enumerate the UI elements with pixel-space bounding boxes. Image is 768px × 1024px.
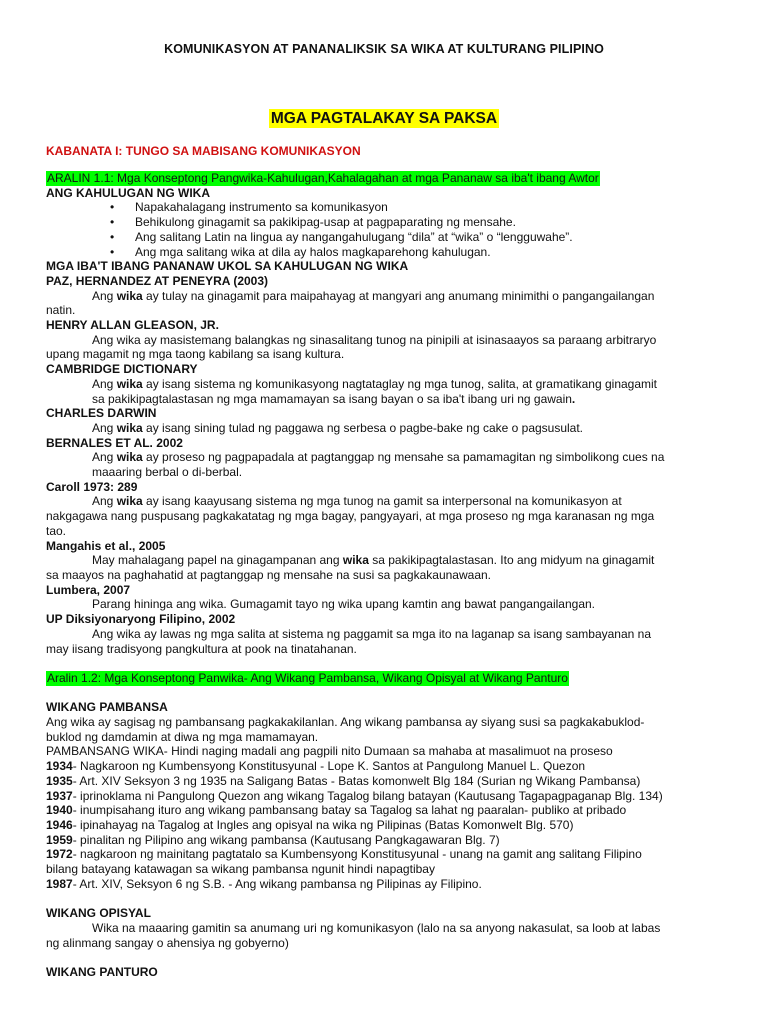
definition-text: Ang wika ay lawas ng mga salita at sistema ng paggamit sa mga ito na laganap sa isang sambayanan na xyxy=(92,626,651,641)
timeline-item: 1987- Art. XIV, Seksyon 6 ng S.B. - Ang wikang pambansa ng Pilipinas ay Filipino. xyxy=(46,876,482,891)
author-cambridge: CAMBRIDGE DICTIONARY xyxy=(46,362,198,377)
definition-text: May mahalagang papel na ginagampanan ang wika sa pakikipagtalastasan. Ito ang midyum na ginagamit xyxy=(92,553,655,568)
author-gleason: HENRY ALLAN GLEASON, JR. xyxy=(46,318,219,333)
definition-cont: sa maayos na paghahatid at pagtanggap ng mensahe na susi sa pagkakaunawaan. xyxy=(46,567,491,582)
pambansa-heading: WIKANG PAMBANSA xyxy=(46,700,168,715)
definition-cont: may iisang tradisyong pangkultura at pook na tinatahanan. xyxy=(46,641,357,656)
timeline-item: 1937- iprinoklama ni Pangulong Quezon ang wikang Tagalog bilang batayan (Kautusang Tagapagpaganap Blg. 134) xyxy=(46,788,663,803)
definition-cont: upang magamit ng mga taong kabilang sa isang kultura. xyxy=(46,347,345,362)
document-body xyxy=(46,171,726,980)
timeline-item: 1934- Nagkaroon ng Kumbensyong Konstitusyunal - Lope K. Santos at Pangulong Manuel L. Quezon xyxy=(46,759,586,774)
paragraph-text: ng alinmang sangay o ahensiya ng gobyerno) xyxy=(46,935,289,950)
paragraph-text: Ang wika ay sagisag ng pambansang pagkakakilanlan. Ang wikang pambansa ay siyang susi sa pagkakabuklod- xyxy=(46,714,645,729)
definition-text: Ang wika ay proseso ng pagpapadala at pagtanggap ng mensahe sa pamamagitan ng simbolikong cues na xyxy=(92,450,665,465)
section-title-highlight: MGA PAGTALAKAY SA PAKSA xyxy=(270,110,498,127)
timeline-cont: bilang batayang katawagan sa wikang pambansa ngunit hindi napagtibay xyxy=(46,862,435,877)
author-bernales: BERNALES ET AL. 2002 xyxy=(46,435,183,450)
author-lumbera: Lumbera, 2007 xyxy=(46,582,131,597)
definition-text: Ang wika ay isang kaayusang sistema ng mga tunog na gamit sa interpersonal na komunikasyon at xyxy=(92,494,622,509)
pananaw-heading: MGA IBA'T IBANG PANANAW UKOL SA KAHULUGAN NG WIKA xyxy=(46,259,409,274)
timeline-item: 1946- ipinahayag na Tagalog at Ingles ang opisyal na wika ng Pilipinas (Batas Komonwelt Blg. 570) xyxy=(46,817,574,832)
definition-cont: natin. xyxy=(46,303,76,318)
timeline-item: 1959- pinalitan ng Pilipino ang wikang pambansa (Kautusang Pangkagawaran Blg. 7) xyxy=(46,832,500,847)
chapter-heading: KABANATA I: TUNGO SA MABISANG KOMUNIKASYON xyxy=(46,144,361,158)
list-item: • Ang salitang Latin na lingua ay nangangahulugang “dila” at “wika” o “lengguwahe”. xyxy=(110,230,726,245)
definition-text: Ang wika ay masistemang balangkas ng sinasalitang tunog na pinipili at isinasaayos sa paraang arbitraryo xyxy=(92,332,657,347)
author-up-diksiyonaryo: UP Diksiyonaryong Filipino, 2002 xyxy=(46,612,236,627)
section-title xyxy=(0,110,768,128)
list-item: • Ang mga salitang wika at dila ay halos magkaparehong kahulugan. xyxy=(110,245,726,260)
definition-text: Ang wika ay isang sistema ng komunikasyong nagtataglay ng mga tunog, salita, at gramatikang ginagamit xyxy=(92,376,658,391)
definition-cont: sa pakikipagtalastasan ng mga mamamayan sa isang bayan o sa iba't ibang uri ng gawain. xyxy=(92,391,576,406)
document-title: KOMUNIKASYON AT PANANALIKSIK SA WIKA AT KULTURANG PILIPINO xyxy=(164,42,604,56)
timeline-item: 1972- nagkaroon ng mainitang pagtatalo sa Kumbensyong Konstitusyunal - unang na gamit ang salitang Filipino xyxy=(46,847,642,862)
definition-cont: maaaring berbal o di-berbal. xyxy=(92,465,243,480)
aralin-1-1-title: ARALIN 1.1: Mga Konseptong Pangwika-Kahulugan,Kahalagahan at mga Pananaw sa iba't ibang Awtor xyxy=(47,171,599,185)
author-caroll: Caroll 1973: 289 xyxy=(46,479,138,494)
author-mangahis: Mangahis et al., 2005 xyxy=(46,538,166,553)
kahulugan-heading: ANG KAHULUGAN NG WIKA xyxy=(46,185,210,200)
timeline-item: 1935- Art. XIV Seksyon 3 ng 1935 na Saligang Batas - Batas komonwelt Blg 184 (Surian ng Wikang Pambansa) xyxy=(46,773,641,788)
definition-text: Ang wika ay isang sining tulad ng paggawa ng serbesa o pagbe-bake ng cake o pagsusulat. xyxy=(92,420,584,435)
definition-cont: nakgagawa nang puspusang pagkakatatag ng mga bagay, pangyayari, at mga proseso ng mga karanasan ng mga xyxy=(46,509,655,524)
paragraph-text: Wika na maaaring gamitin sa anumang uri ng komunikasyon (lalo na sa anyong nakasulat, sa loob at labas xyxy=(92,920,661,935)
timeline-item: 1940- inumpisahang ituro ang wikang pambansang batay sa Tagalog sa lahat ng paaralan- publiko at pribado xyxy=(46,803,627,818)
author-paz: PAZ, HERNANDEZ AT PENEYRA (2003) xyxy=(46,273,269,288)
list-item: • Napakahalagang instrumento sa komunikasyon xyxy=(110,200,726,215)
panturo-heading: WIKANG PANTURO xyxy=(46,964,158,979)
list-item: • Behikulong ginagamit sa pakikipag-usap at pagpaparating ng mensahe. xyxy=(110,215,726,230)
aralin-1-2-title: Aralin 1.2: Mga Konseptong Panwika- Ang Wikang Pambansa, Wikang Opisyal at Wikang Panturo xyxy=(47,670,568,685)
kahulugan-list xyxy=(46,200,726,259)
author-darwin: CHARLES DARWIN xyxy=(46,406,157,421)
definition-text: Parang hininga ang wika. Gumagamit tayo ng wika upang kamtin ang bawat pangangailangan. xyxy=(92,597,596,612)
paragraph-text: buklod ng damdamin at diwa ng mga mamamayan. xyxy=(46,729,319,744)
definition-text: Ang wika ay tulay na ginagamit para maipahayag at mangyari ang anumang minimithi o pangangailangan xyxy=(92,288,655,303)
opisyal-heading: WIKANG OPISYAL xyxy=(46,906,151,921)
paragraph-text: PAMBANSANG WIKA- Hindi naging madali ang pagpili nito Dumaan sa mahaba at masalimuot na proseso xyxy=(46,744,613,759)
definition-cont: tao. xyxy=(46,523,67,538)
